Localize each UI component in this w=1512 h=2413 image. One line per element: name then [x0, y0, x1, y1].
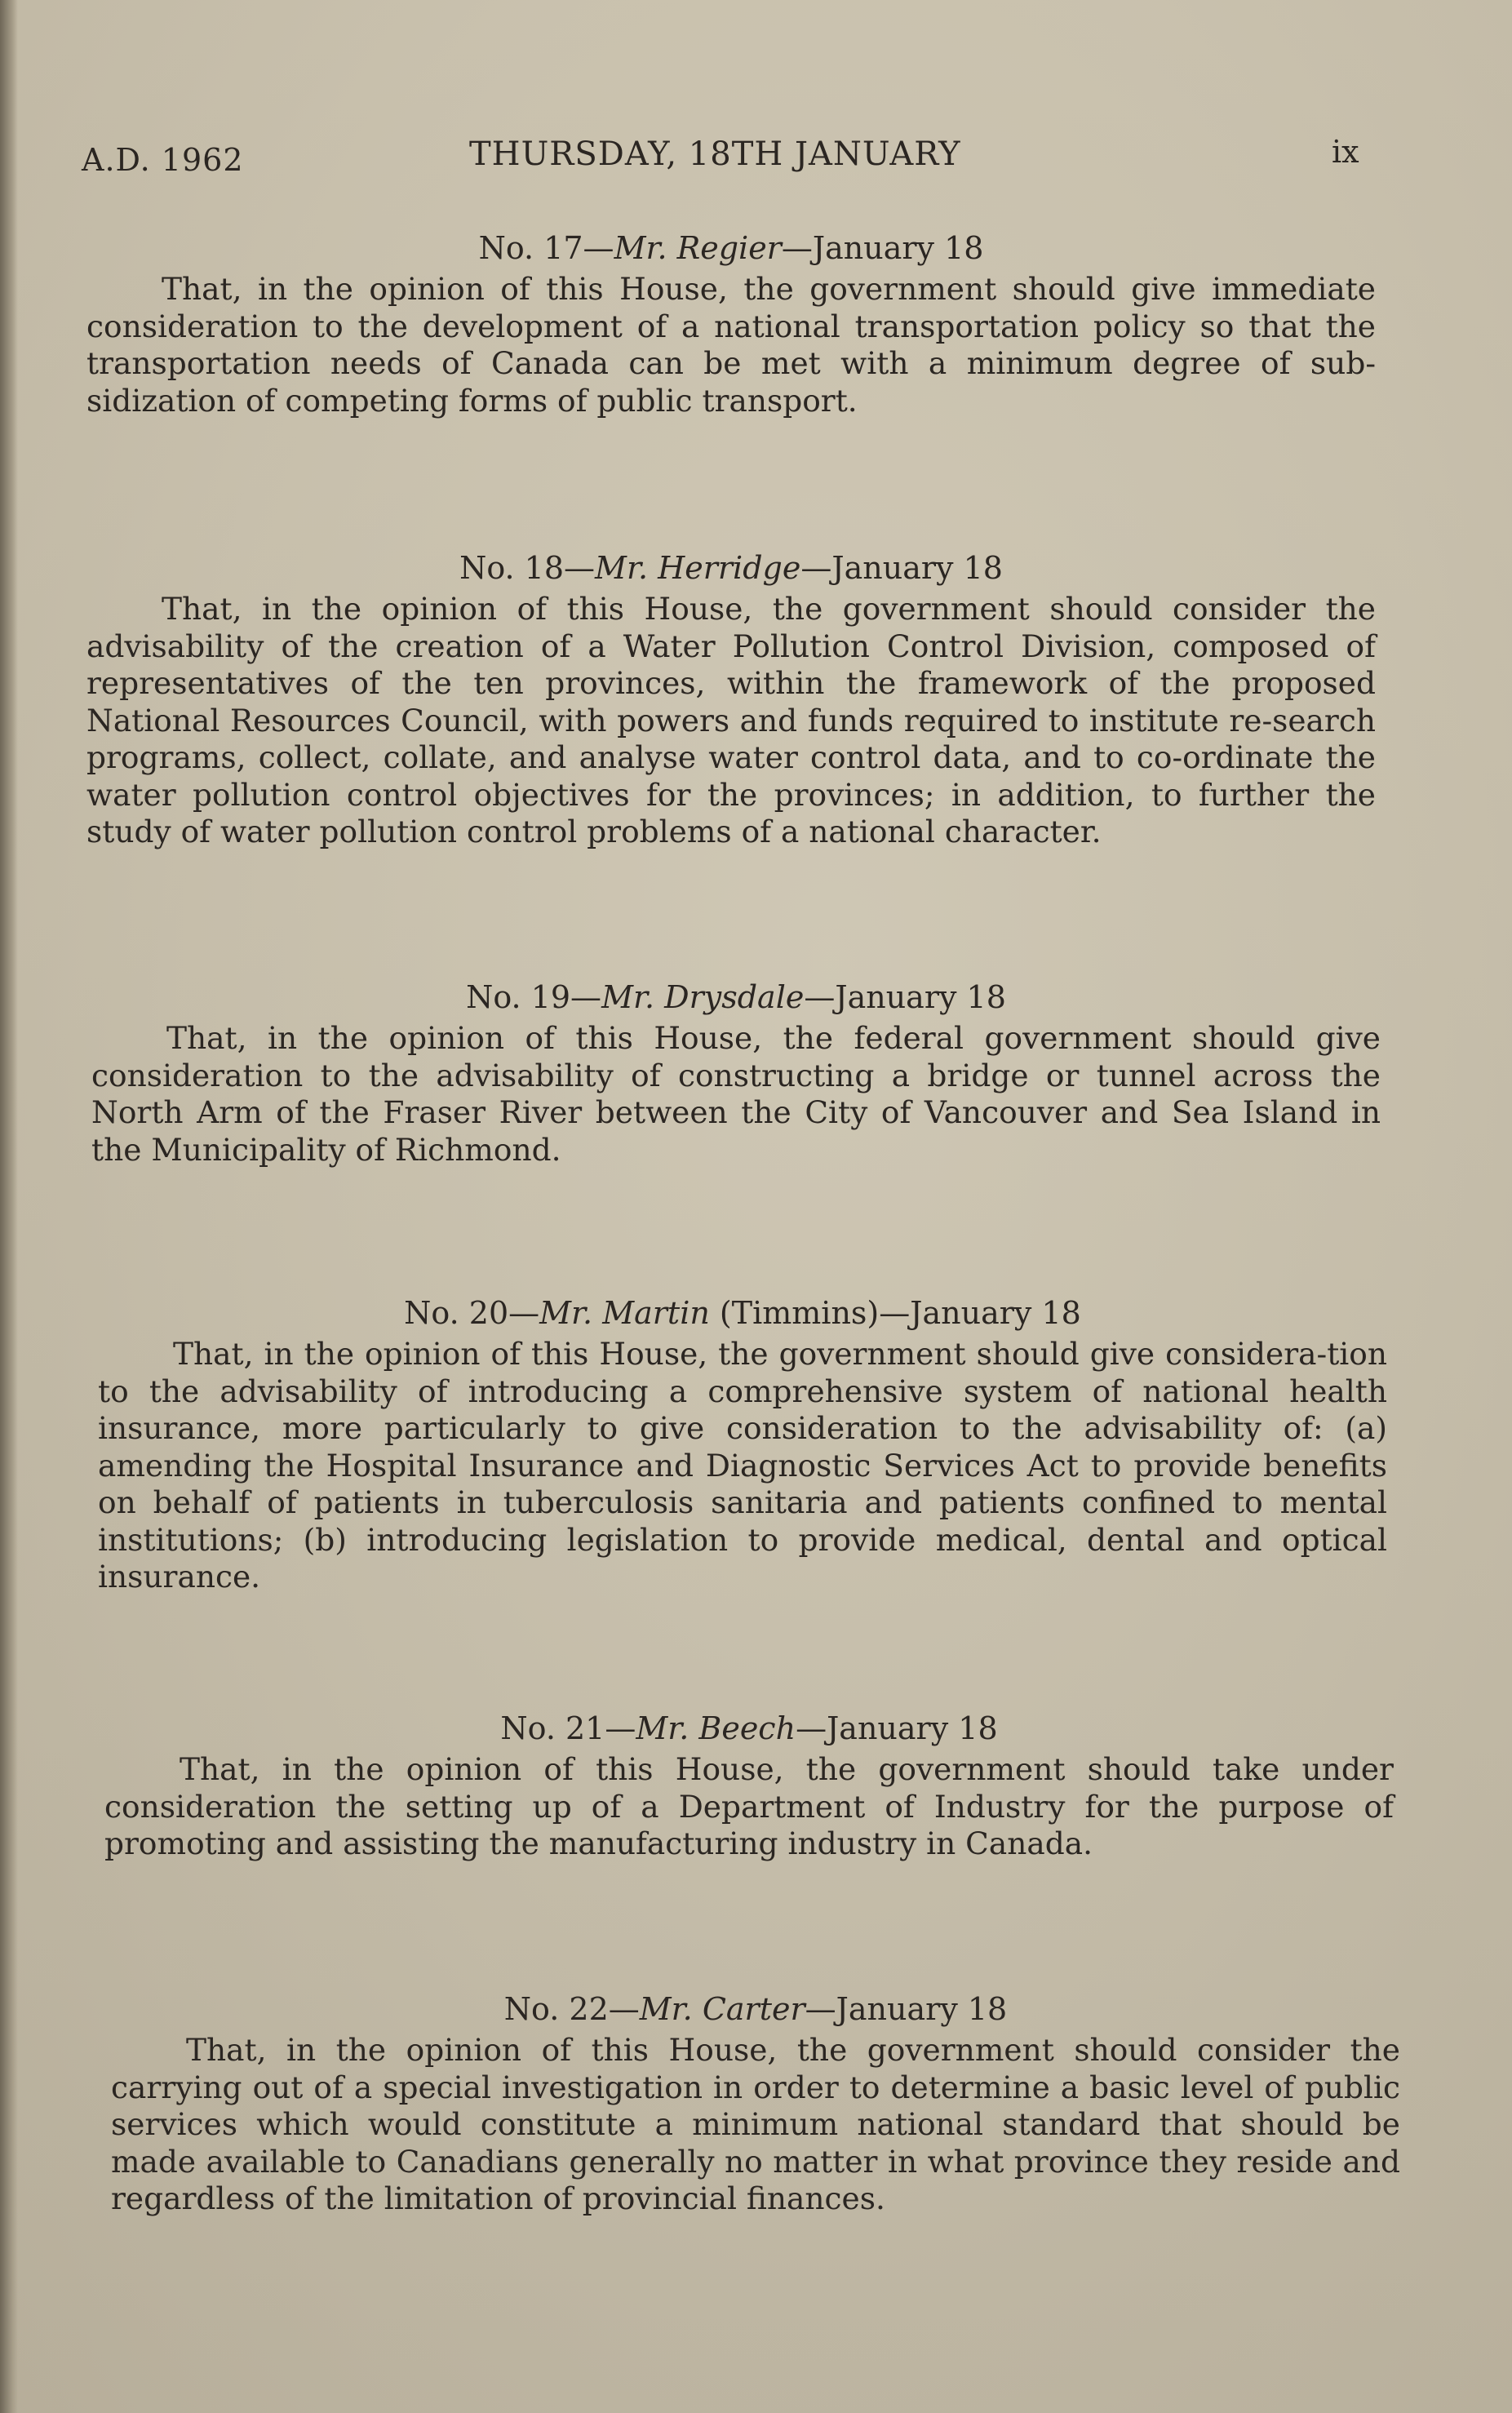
header-day: THURSDAY, 18TH JANUARY [469, 135, 961, 173]
motion-18 [86, 548, 1376, 851]
motion-number: No. 18— [459, 550, 596, 586]
motion-date: —January 18 [805, 1991, 1008, 2027]
motion-number: No. 19— [466, 979, 602, 1015]
motion-date: —January 18 [800, 550, 1003, 586]
motion-text: That, in the opinion of this House, the government should consider the advisability of the creation of a Water Pollution Control Division, composed of representatives of the ten provinces, within the framework of the proposed National Resources Council, with powers and funds required to institute re-search programs, collect, collate, and analyse water control data, and to co-ordinate the water pollution control objectives for the provinces; in addition, to further the study of water pollution control problems of a national character. [86, 591, 1376, 849]
motion-heading [111, 1989, 1400, 2029]
motion-number: No. 22— [503, 1991, 640, 2027]
header-year: A.D. 1962 [82, 142, 244, 178]
motion-date: —January 18 [796, 1710, 998, 1746]
motion-text: That, in the opinion of this House, the government should take under consideration the setting up of a Department of Industry for the purpose of promoting and assisting the manufacturing industry in Canada. [104, 1751, 1394, 1861]
motion-number: No. 21— [500, 1710, 636, 1746]
motion-heading [91, 978, 1381, 1017]
motion-date: —January 18 [879, 1295, 1081, 1331]
motion-constituency: (Timmins) [709, 1295, 880, 1331]
motion-heading [98, 1293, 1387, 1333]
motion-heading [104, 1709, 1394, 1748]
page-binding-edge [0, 0, 18, 2413]
motion-date: —January 18 [804, 979, 1006, 1015]
motion-20 [98, 1293, 1387, 1596]
header-page-number: ix [1332, 134, 1359, 170]
running-header [0, 131, 1512, 180]
motion-number: No. 20— [404, 1295, 540, 1331]
motion-heading [86, 548, 1376, 588]
motion-heading [86, 228, 1376, 268]
motion-mover: Mr. Herridge [595, 550, 801, 586]
motion-text: That, in the opinion of this House, the government should give considera-tion to the advisability of introducing a comprehensive system of national health insurance, more particularly to give consideration to the advisability of: (a) amending the Hospital Insurance and Diagnostic Services Act to provide benefits on behalf of patients in tuberculosis sanitaria and patients confined to mental institutions; (b) introducing legislation to provide medical, dental and optical insurance. [98, 1336, 1387, 1595]
motion-mover: Mr. Martin [539, 1295, 710, 1331]
motion-17 [86, 228, 1376, 419]
motion-text: That, in the opinion of this House, the federal government should give consideration to the advisability of constructing a bridge or tunnel across the North Arm of the Fraser River between the City of Vancouver and Sea Island in the Municipality of Richmond. [91, 1020, 1381, 1168]
motion-21 [104, 1709, 1394, 1863]
motion-number: No. 17— [478, 230, 614, 266]
motion-mover: Mr. Carter [639, 1991, 805, 2027]
motion-mover: Mr. Regier [614, 230, 782, 266]
motion-date: —January 18 [781, 230, 984, 266]
motion-mover: Mr. Drysdale [601, 979, 805, 1015]
motion-19 [91, 978, 1381, 1169]
motion-mover: Mr. Beech [636, 1710, 796, 1746]
motion-22 [111, 1989, 1400, 2218]
motion-text: That, in the opinion of this House, the government should consider the carrying out of a special investigation in order to determine a basic level of public services which would constitute a minimum national standard that should be made available to Canadians generally no matter in what province they reside and regardless of the limitation of provincial finances. [111, 2032, 1400, 2216]
motion-text: That, in the opinion of this House, the government should give immediate consideration to the development of a national transportation policy so that the transportation needs of Canada can be met with a minimum degree of sub-sidization of competing forms of public transport. [86, 271, 1376, 419]
